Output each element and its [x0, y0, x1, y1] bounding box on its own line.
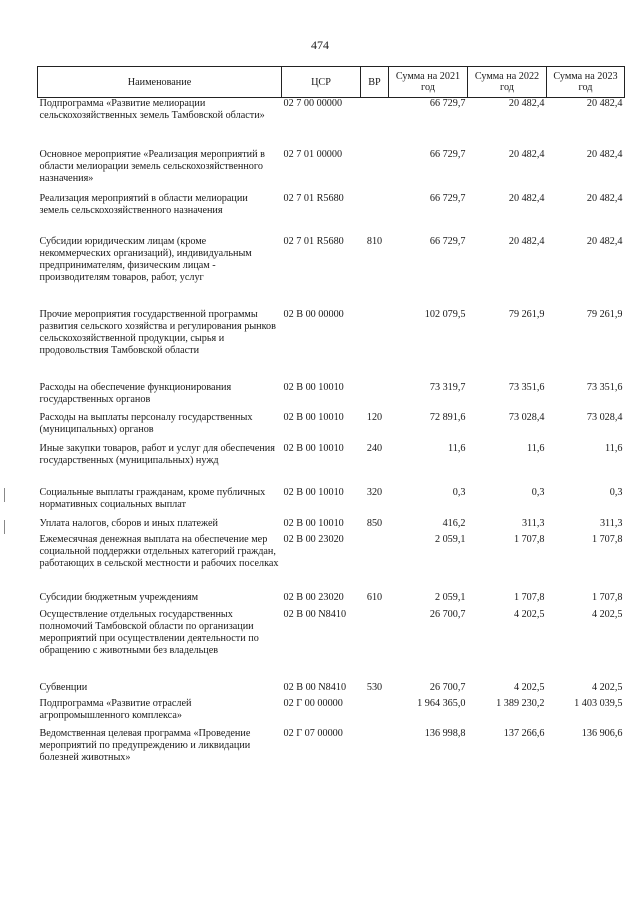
row-sum-2021: 102 079,5: [424, 308, 466, 320]
row-sum-2022: 311,3: [521, 517, 545, 529]
table-row: [38, 412, 625, 443]
row-sum-2022: 20 482,4: [508, 98, 545, 109]
row-vr: 320: [366, 486, 383, 498]
row-name: Ежемесячная денежная выплата на обеспечение мер социальной поддержки отдельных категорий граждан, работающих в сельской местности и рабочих поселках: [39, 533, 279, 569]
table-row: [38, 236, 625, 309]
row-vr: 530: [366, 681, 383, 693]
row-csr: 02 В 00 10010: [283, 442, 344, 454]
row-name: Ведомственная целевая программа «Проведение мероприятий по предупреждению и ликвидации болезней животных»: [39, 727, 251, 763]
row-vr: [361, 193, 389, 236]
row-csr: 02 В 00 10010: [283, 486, 344, 498]
row-vr: [361, 98, 389, 149]
row-csr: 02 В 00 10010: [283, 381, 344, 393]
table-body: [38, 98, 625, 786]
table-row: [38, 534, 625, 592]
row-name: Расходы на обеспечение функционирования государственных органов: [39, 381, 232, 405]
row-sum-2022: 137 266,6: [503, 727, 545, 739]
row-sum-2023: 311,3: [599, 517, 623, 529]
row-sum-2021: 26 700,7: [429, 681, 466, 693]
row-name: Социальные выплаты гражданам, кроме публичных нормативных социальных выплат: [39, 486, 266, 510]
margin-mark: [4, 520, 5, 534]
row-csr: 02 Г 07 00000: [283, 727, 343, 739]
row-sum-2021: 2 059,1: [434, 533, 466, 545]
row-csr: 02 В 00 23020: [283, 591, 344, 603]
row-sum-2021: 72 891,6: [429, 411, 466, 423]
row-sum-2022: 4 202,5: [513, 681, 545, 693]
row-csr: 02 7 01 R5680: [283, 192, 344, 204]
row-vr: 810: [366, 235, 383, 247]
margin-mark: [4, 488, 5, 502]
row-sum-2023: 79 261,9: [586, 308, 623, 320]
row-sum-2021: 416,2: [442, 517, 466, 529]
row-vr: 610: [366, 591, 383, 603]
row-name: Подпрограмма «Развитие мелиорации сельскохозяйственных земель Тамбовской области»: [39, 98, 265, 122]
row-vr: 120: [366, 411, 383, 423]
row-sum-2021: 2 059,1: [434, 591, 466, 603]
row-sum-2022: 20 482,4: [508, 148, 545, 160]
row-sum-2022: 1 707,8: [513, 533, 545, 545]
row-sum-2023: 73 028,4: [586, 411, 623, 423]
table-row: [38, 487, 625, 518]
table-row: [38, 193, 625, 236]
row-sum-2022: 73 028,4: [508, 411, 545, 423]
row-sum-2021: 11,6: [448, 442, 466, 454]
row-sum-2023: 136 906,6: [581, 727, 623, 739]
row-sum-2022: 73 351,6: [508, 381, 545, 393]
row-name: Уплата налогов, сборов и иных платежей: [39, 517, 218, 529]
header-sum-2022: Сумма на 2022 год: [468, 67, 547, 98]
row-sum-2022: 1 389 230,2: [496, 697, 545, 709]
page-number: 474: [311, 38, 329, 52]
table-header-row: [38, 67, 625, 98]
table-row: [38, 682, 625, 698]
row-sum-2021: 136 998,8: [424, 727, 466, 739]
row-sum-2021: 66 729,7: [429, 235, 466, 247]
table-row: [38, 592, 625, 609]
table-row: [38, 698, 625, 728]
row-sum-2023: 20 482,4: [586, 148, 623, 160]
row-sum-2022: 11,6: [527, 442, 545, 454]
row-vr: [361, 382, 389, 412]
row-vr: [361, 534, 389, 592]
row-sum-2022: 4 202,5: [513, 608, 545, 620]
row-csr: 02 В 00 N8410: [283, 681, 347, 693]
row-name: Основное мероприятие «Реализация мероприятий в области мелиорации земель сельскохозяйственного назначения»: [39, 148, 265, 184]
row-sum-2022: 20 482,4: [508, 192, 545, 204]
row-vr: [361, 309, 389, 382]
row-sum-2021: 66 729,7: [429, 148, 466, 160]
budget-table: [37, 66, 625, 786]
row-sum-2022: 20 482,4: [508, 235, 545, 247]
row-sum-2022: 79 261,9: [508, 308, 545, 320]
table-row: [38, 728, 625, 786]
table-row: [38, 382, 625, 412]
row-sum-2022: 0,3: [531, 486, 545, 498]
row-name: Иные закупки товаров, работ и услуг для обеспечения государственных (муниципальных) нужд: [39, 442, 275, 466]
row-sum-2023: 20 482,4: [586, 235, 623, 247]
row-csr: 02 7 01 R5680: [283, 235, 344, 247]
row-name: Осуществление отдельных государственных полномочий Тамбовской области по организации мероприятий при осуществлении деятельности по обращению с животными без владельцев: [39, 608, 259, 657]
row-csr: 02 В 00 23020: [283, 533, 344, 545]
row-sum-2022: 1 707,8: [513, 591, 545, 603]
header-sum-2023: Сумма на 2023 год: [547, 67, 625, 98]
table-row: [38, 518, 625, 534]
table-row: [38, 609, 625, 682]
header-sum-2021: Сумма на 2021 год: [389, 67, 468, 98]
row-sum-2023: 4 202,5: [591, 681, 623, 693]
row-csr: 02 Г 00 00000: [283, 697, 343, 709]
row-sum-2023: 1 707,8: [591, 533, 623, 545]
row-sum-2023: 11,6: [605, 442, 623, 454]
row-sum-2023: 1 707,8: [591, 591, 623, 603]
row-vr: 850: [366, 517, 383, 529]
row-name: Субвенции: [39, 681, 88, 693]
header-name: Наименование: [38, 67, 282, 98]
row-name: Субсидии бюджетным учреждениям: [39, 591, 199, 603]
header-vr: ВР: [361, 67, 389, 98]
row-csr: 02 В 00 N8410: [283, 608, 347, 620]
row-csr: 02 7 01 00000: [283, 148, 343, 160]
row-sum-2021: 1 964 365,0: [417, 697, 466, 709]
row-sum-2021: 26 700,7: [429, 608, 466, 620]
row-vr: 240: [366, 442, 383, 454]
row-name: Прочие мероприятия государственной программы развития сельского хозяйства и регулирования рынков сельскохозяйственной продукции, сырья и продовольствия Тамбовской области: [39, 308, 276, 357]
row-csr: 02 В 00 00000: [283, 308, 344, 320]
row-vr: [361, 149, 389, 193]
table-row: [38, 98, 625, 149]
row-sum-2023: 1 403 039,5: [574, 697, 623, 709]
row-csr: 02 В 00 10010: [283, 517, 344, 529]
row-sum-2021: 0,3: [452, 486, 466, 498]
row-csr: 02 7 00 00000: [283, 98, 343, 109]
row-sum-2023: 20 482,4: [586, 98, 623, 109]
table-row: [38, 309, 625, 382]
header-csr: ЦСР: [282, 67, 361, 98]
row-csr: 02 В 00 10010: [283, 411, 344, 423]
row-sum-2023: 0,3: [609, 486, 623, 498]
row-sum-2023: 20 482,4: [586, 192, 623, 204]
row-sum-2021: 66 729,7: [429, 192, 466, 204]
row-name: Субсидии юридическим лицам (кроме некоммерческих организаций), индивидуальным предпринимателям, физическим лицам - производителям товаров, работ, услуг: [39, 235, 252, 284]
row-name: Реализация мероприятий в области мелиорации земель сельскохозяйственного назначения: [39, 192, 248, 216]
table-row: [38, 443, 625, 487]
row-sum-2021: 66 729,7: [429, 98, 466, 109]
row-vr: [361, 698, 389, 728]
row-name: Подпрограмма «Развитие отраслей агропромышленного комплекса»: [39, 697, 192, 721]
row-sum-2021: 73 319,7: [429, 381, 466, 393]
row-sum-2023: 73 351,6: [586, 381, 623, 393]
row-vr: [361, 728, 389, 786]
row-name: Расходы на выплаты персоналу государственных (муниципальных) органов: [39, 411, 253, 435]
row-vr: [361, 609, 389, 682]
row-sum-2023: 4 202,5: [591, 608, 623, 620]
table-row: [38, 149, 625, 193]
